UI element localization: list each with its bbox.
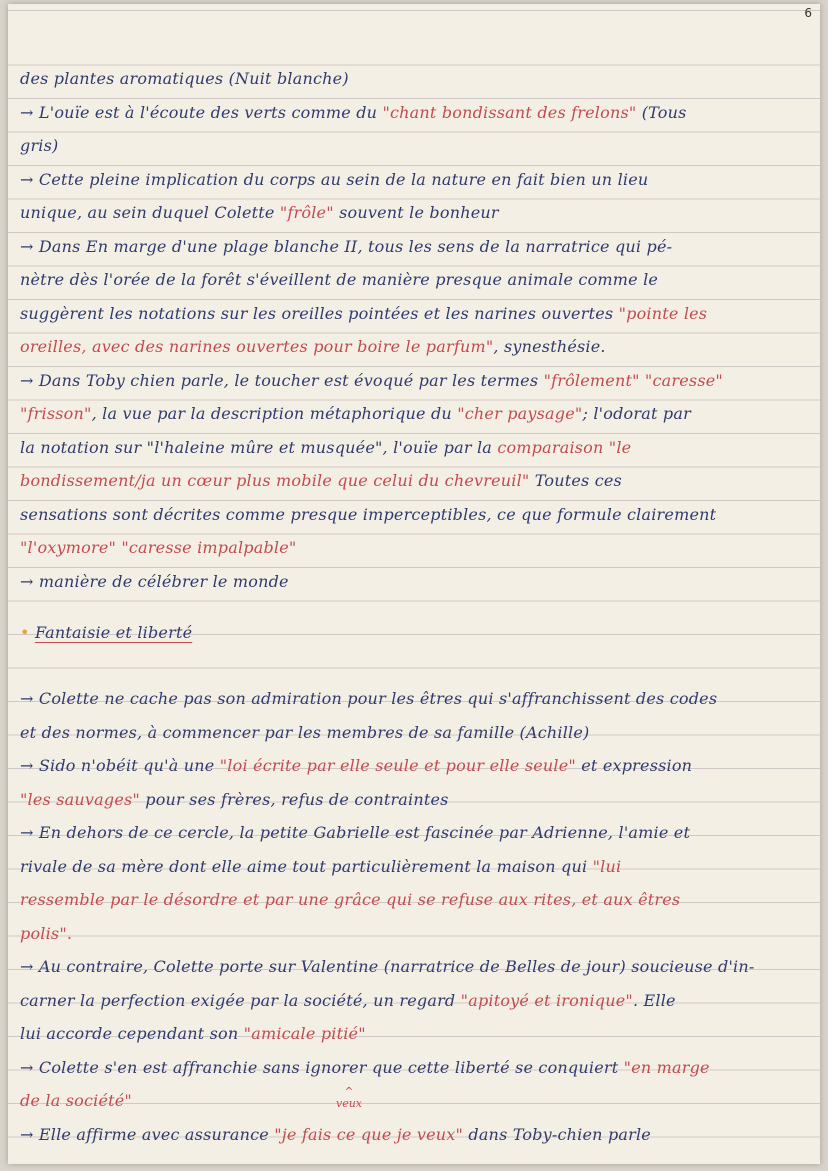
text-segment: (Tous [636, 102, 687, 122]
quote-segment: "amicale pitié" [243, 1024, 366, 1043]
text-segment: → Colette ne cache pas son admiration pour les êtres qui s'affranchissent des codes [20, 689, 718, 708]
text-segment: lui accorde cependant son [20, 1024, 244, 1043]
text-line [20, 1051, 810, 1085]
text-line [20, 749, 810, 783]
quote-segment: "frôlement" "caresse" [543, 370, 723, 390]
text-segment: sensations sont décrites comme presque imperceptibles, ce que formule clairement [20, 504, 717, 524]
text-line [20, 716, 810, 750]
quote-segment: polis". [20, 923, 73, 943]
quote-segment: "loi écrite par elle seule et pour elle seule" [219, 756, 576, 775]
text-line [20, 783, 810, 817]
text-line [20, 230, 810, 264]
section-heading: Fantaisie et liberté [34, 623, 193, 642]
text-segment: . Elle [632, 990, 676, 1010]
section-heading-block [20, 616, 810, 650]
section-sensations [20, 62, 810, 598]
text-segment: carner la perfection exigée par la société, un regard [20, 990, 461, 1010]
text-segment: → manière de célébrer le monde [20, 571, 289, 591]
text-line [20, 1118, 810, 1152]
text-line [20, 364, 810, 398]
text-segment: dans Toby-chien parle [463, 1124, 651, 1144]
text-line [20, 263, 810, 297]
text-segment: → Dans Toby chien parle, le toucher est évoqué par les termes [20, 370, 544, 390]
text-line [20, 1017, 810, 1051]
quote-segment: de la société" [20, 1091, 132, 1110]
text-segment: → L'ouïe est à l'écoute des verts comme du [20, 102, 383, 122]
text-segment: → Dans En marge d'une plage blanche II, tous les sens de la narratrice qui pé- [20, 236, 673, 256]
heading-bullet-icon: • [20, 623, 30, 642]
quote-segment: "cher paysage" [457, 404, 583, 423]
page-number: 6 [804, 6, 812, 20]
text-line [20, 498, 810, 532]
text-segment: pour ses frères, refus de contraintes [139, 789, 449, 809]
text-line [20, 196, 810, 230]
caret-word: veux [336, 1097, 363, 1110]
text-line [20, 850, 810, 884]
text-segment: gris) [20, 136, 59, 155]
quote-segment: "apitoyé et ironique" [460, 990, 633, 1010]
quote-segment: bondissement/ja un cœur plus mobile que celui du chevreuil" [20, 471, 530, 490]
text-segment: suggèrent les notations sur les oreilles pointées et les narines ouvertes [20, 303, 619, 323]
text-line [20, 397, 810, 431]
text-line [20, 96, 810, 130]
text-line [20, 883, 810, 917]
quote-segment: comparaison "le [497, 437, 632, 457]
text-segment: → Elle affirme avec assurance [20, 1124, 275, 1144]
quote-segment: "chant bondissant des frelons" [382, 102, 637, 122]
text-line [20, 464, 810, 498]
notebook-page [8, 4, 820, 1164]
text-segment: , synesthésie. [493, 337, 606, 356]
text-segment: unique, au sein duquel Colette [20, 203, 280, 222]
text-segment: ; l'odorat par [582, 404, 691, 423]
insertion-caret-note [336, 1086, 362, 1110]
text-segment: la notation sur "l'haleine mûre et musquée", l'ouïe par la [20, 437, 498, 457]
quote-segment: ressemble par le désordre et par une grâce qui se refuse aux rites, et aux êtres [20, 890, 681, 909]
caret-icon: ^ [344, 1085, 354, 1098]
text-segment: nètre dès l'orée de la forêt s'éveillent de manière presque animale comme le [20, 270, 659, 289]
text-line [20, 531, 810, 565]
text-segment: → Cette pleine implication du corps au sein de la nature en fait bien un lieu [20, 169, 649, 189]
text-segment: des plantes aromatiques (Nuit blanche) [20, 69, 349, 88]
text-line [20, 984, 810, 1018]
text-line [20, 1084, 810, 1118]
text-line [20, 129, 810, 163]
text-segment: , la vue par la description métaphorique du [91, 404, 458, 423]
text-segment: souvent le bonheur [333, 203, 499, 222]
quote-segment: "lui [592, 856, 622, 876]
text-line [20, 816, 810, 850]
text-segment: et des normes, à commencer par les membres de sa famille (Achille) [20, 722, 590, 742]
quote-segment: "l'oxymore" "caresse impalpable" [20, 538, 297, 557]
text-segment: → En dehors de ce cercle, la petite Gabrielle est fascinée par Adrienne, l'amie et [20, 823, 691, 842]
text-segment: → Sido n'obéit qu'à une [20, 756, 220, 775]
text-line [20, 917, 810, 951]
text-line [20, 565, 810, 599]
quote-segment: "en marge [623, 1057, 710, 1077]
quote-segment: "frisson" [20, 404, 92, 423]
text-line [20, 682, 810, 716]
text-segment: rivale de sa mère dont elle aime tout particulièrement la maison qui [20, 856, 593, 876]
quote-segment: "je fais ce que je veux" [274, 1124, 464, 1144]
text-line [20, 163, 810, 197]
text-line [20, 330, 810, 364]
quote-segment: "les sauvages" [20, 789, 140, 809]
text-segment: Toutes ces [529, 471, 622, 490]
quote-segment: oreilles, avec des narines ouvertes pour boire le parfum" [20, 337, 494, 356]
text-line [20, 431, 810, 465]
quote-segment: "pointe les [618, 303, 708, 323]
text-segment: → Au contraire, Colette porte sur Valentine (narratrice de Belles de jour) soucieuse d'in- [20, 957, 755, 976]
text-line [20, 297, 810, 331]
section-fantaisie-liberte [20, 682, 810, 1151]
quote-segment: "frôle" [279, 203, 334, 222]
text-line [20, 950, 810, 984]
text-segment: → Colette s'en est affranchie sans ignorer que cette liberté se conquiert [20, 1057, 624, 1077]
text-line [20, 62, 810, 96]
text-segment: et expression [575, 756, 693, 775]
